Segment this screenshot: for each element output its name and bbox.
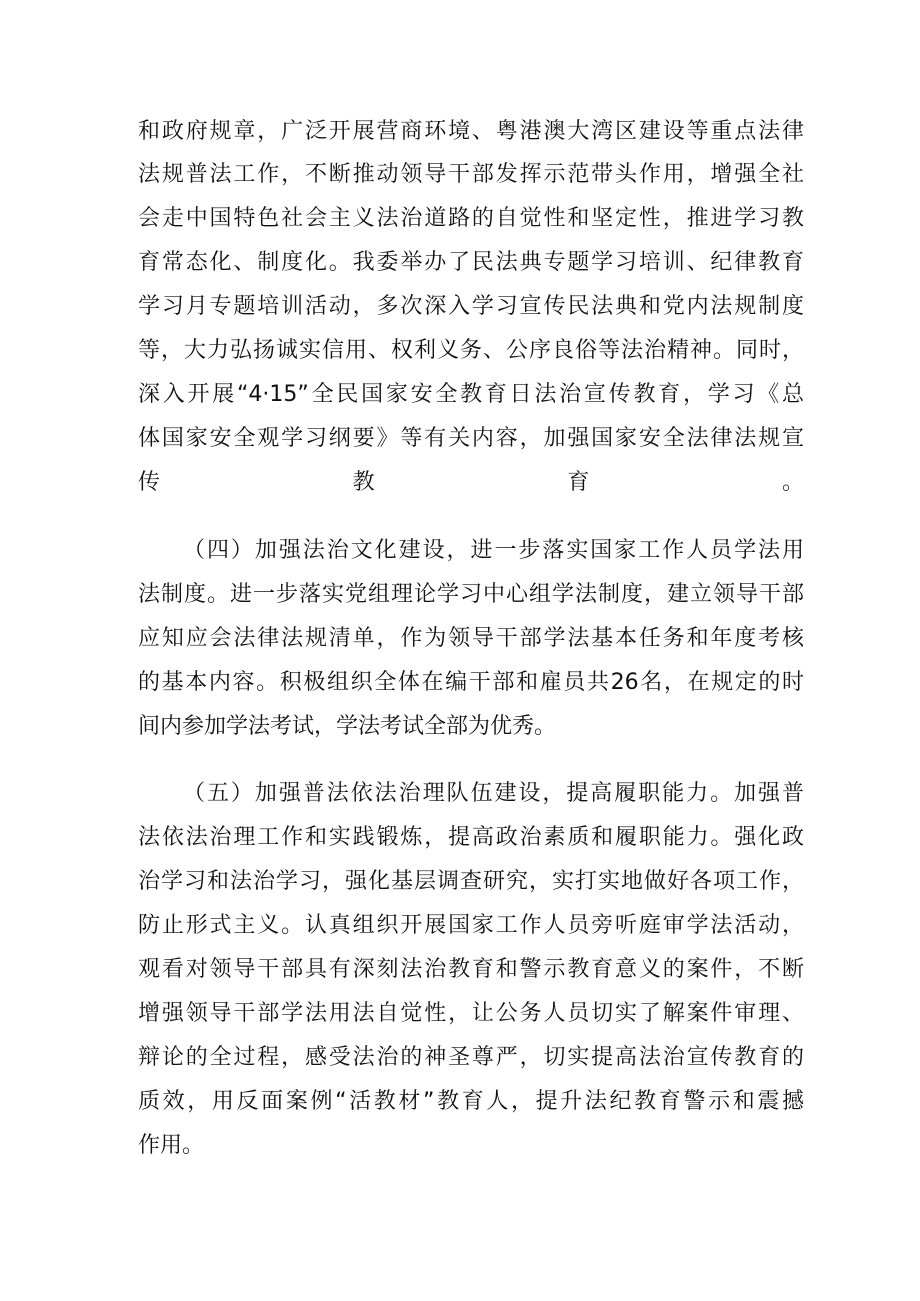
text-line-6: 等，大力弘扬诚实信用、权利义务、公序良俗等法治精神。同时， (138, 338, 804, 363)
text-line-2: 法规普法工作，不断推动领导干部发挥示范带头作用，增强全社 (138, 162, 804, 187)
text-line-20: 增强领导干部学法用法自觉性，让公务人员切实了解案件审理、 (138, 1001, 804, 1026)
text-line-9: 传教育。 (138, 470, 804, 495)
text-line-18: 防止形式主义。认真组织开展国家工作人员旁听庭审学法活动， (138, 913, 804, 938)
text-line-13: 的基本内容。积极组织全体在编干部和雇员共26名，在规定的时 (138, 670, 804, 695)
text-line-23: 作用。 (138, 1133, 205, 1158)
text-line-5: 学习月专题培训活动，多次深入学习宣传民法典和党内法规制度 (138, 294, 804, 319)
text-line-7: 深入开展“4·15”全民国家安全教育日法治宣传教育，学习《总 (138, 382, 804, 407)
text-line-22: 质效，用反面案例“活教材”教育人，提升法纪教育警示和震撼 (138, 1089, 804, 1114)
text-line-16: 法依法治理工作和实践锻炼，提高政治素质和履职能力。强化政 (138, 825, 804, 850)
text-line-12: 应知应会法律法规清单，作为领导干部学法基本任务和年度考核 (138, 626, 804, 651)
text-line-17: 治学习和法治学习，强化基层调查研究，实打实地做好各项工作， (138, 869, 804, 894)
text-line-4: 育常态化、制度化。我委举办了民法典专题学习培训、纪律教育 (138, 250, 804, 275)
paragraph-five-heading-line: （五）加强普法依法治理队伍建设，提高履职能力。加强普 (183, 781, 804, 806)
text-line-1: 和政府规章，广泛开展营商环境、粤港澳大湾区建设等重点法律 (138, 119, 804, 144)
text-line-3: 会走中国特色社会主义法治道路的自觉性和坚定性，推进学习教 (138, 206, 804, 231)
paragraph-four-heading-line: （四）加强法治文化建设，进一步落实国家工作人员学法用 (183, 538, 804, 563)
text-line-8: 体国家安全观学习纲要》等有关内容，加强国家安全法律法规宣 (138, 426, 804, 451)
text-line-21: 辩论的全过程，感受法治的神圣尊严，切实提高法治宣传教育的 (138, 1045, 804, 1070)
text-line-11: 法制度。进一步落实党组理论学习中心组学法制度，建立领导干部 (138, 582, 804, 607)
text-line-19: 观看对领导干部具有深刻法治教育和警示教育意义的案件，不断 (138, 957, 804, 982)
text-line-14: 间内参加学法考试，学法考试全部为优秀。 (138, 714, 557, 739)
